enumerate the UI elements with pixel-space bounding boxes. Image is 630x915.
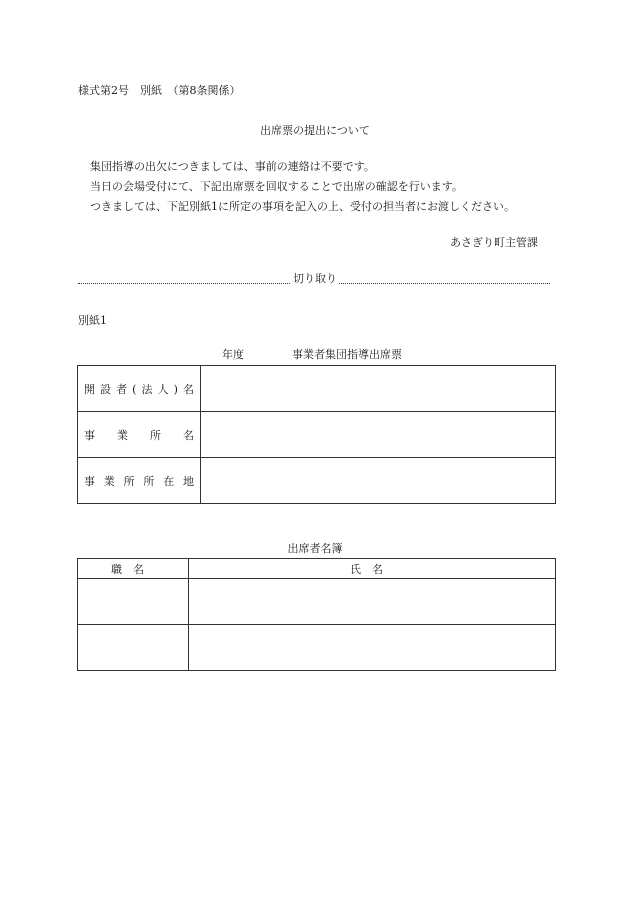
table-header-row — [78, 559, 556, 579]
column-header-name: 氏名 — [189, 559, 556, 579]
form-number: 様式第2号 別紙 （第8条関係） — [78, 84, 241, 97]
notice-paragraph-3: つきましては、下記別紙1に所定の事項を記入の上、受付の担当者にお渡しください。 — [90, 200, 515, 213]
caption-form-title: 事業者集団指導出席票 — [292, 348, 402, 361]
table-row — [78, 579, 556, 625]
row-label-office: 事業所名 — [78, 412, 201, 458]
attendance-form-table — [77, 365, 556, 504]
issuer-department: あさぎり町主管課 — [450, 236, 538, 249]
table-row — [78, 625, 556, 671]
document-title: 出席票の提出について — [260, 124, 370, 137]
attendee-name-field[interactable] — [189, 579, 556, 625]
notice-paragraph-2: 当日の会場受付にて、下記出席票を回収することで出席の確認を行います。 — [90, 180, 463, 193]
table-row — [78, 412, 556, 458]
row-label-address: 事業所所在地 — [78, 458, 201, 504]
notice-paragraph-1: 集団指導の出欠につきましては、事前の連絡は不要です。 — [90, 160, 375, 173]
table-row — [78, 458, 556, 504]
office-address-field[interactable] — [201, 458, 556, 504]
office-name-field[interactable] — [201, 412, 556, 458]
row-label-operator: 開設者(法人)名 — [78, 366, 201, 412]
column-header-position: 職名 — [78, 559, 189, 579]
cut-line-label-wrap — [0, 272, 630, 286]
operator-name-field[interactable] — [201, 366, 556, 412]
attendee-position-field[interactable] — [78, 579, 189, 625]
attachment-label: 別紙1 — [78, 314, 107, 327]
table-row — [78, 366, 556, 412]
caption-year: 年度 — [222, 348, 244, 361]
attendee-list-caption: 出席者名簿 — [287, 542, 343, 555]
attendee-position-field[interactable] — [78, 625, 189, 671]
attendee-name-field[interactable] — [189, 625, 556, 671]
attendee-list-table — [77, 558, 556, 671]
attendance-form-caption — [222, 348, 402, 362]
cut-line-label: 切り取り — [293, 272, 337, 285]
